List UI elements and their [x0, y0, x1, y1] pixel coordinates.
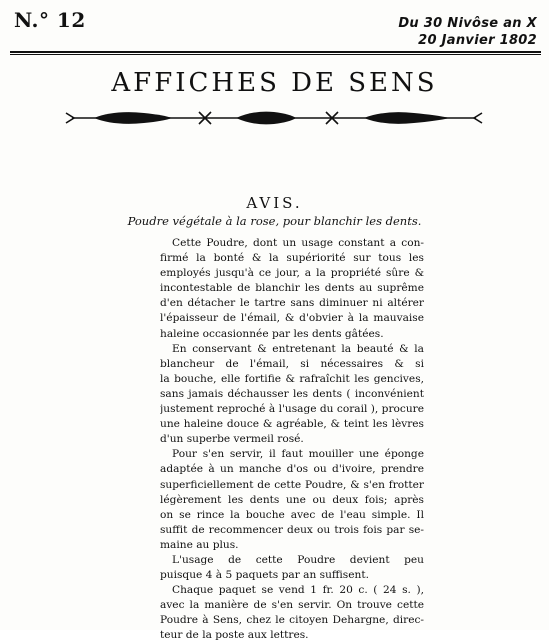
notice-line: incontestable de blanchir les dents au suprême	[160, 282, 424, 295]
notice-line: Chaque paquet se vend 1 fr. 20 c. ( 24 s. ),	[172, 584, 424, 597]
notice-line: adaptée à un manche d'os ou d'ivoire, prendre	[160, 463, 424, 476]
notice-line: firmé la bonté & la supériorité sur tous les	[160, 252, 424, 265]
ornament-divider-icon	[64, 104, 484, 132]
masthead-title: AFFICHES DE SENS	[111, 68, 438, 98]
notice-line: maine au plus.	[160, 538, 239, 551]
notice-line: suffit de recommencer deux ou trois fois par se-	[160, 523, 424, 536]
notice-line: on se rince la bouche avec de l'eau simple. Il	[160, 508, 424, 521]
issue-number: N.° 12	[14, 8, 86, 32]
notice-line: légèrement les dents une ou deux fois; après	[160, 493, 424, 506]
notice-heading: AVIS.	[246, 194, 303, 212]
handwritten-date-gregorian: 20 Janvier 1802	[418, 33, 537, 48]
notice-line: blancheur de l'émail, si nécessaires & si	[160, 357, 424, 370]
notice-line: employés jusqu'à ce jour, a la propriété sûre &	[160, 267, 424, 280]
top-rule	[10, 51, 541, 53]
top-rule-thin	[10, 54, 541, 55]
notice-line: Pour s'en servir, il faut mouiller une éponge	[172, 448, 424, 461]
notice-line: justement reproché à l'usage du corail ), procure	[160, 403, 424, 416]
notice-subtitle: Poudre végétale à la rose, pour blanchir les dents.	[127, 214, 422, 228]
notice-line: la bouche, elle fortifie & rafraîchit les gencives,	[160, 372, 424, 385]
notice-line: avec la manière de s'en servir. On trouve cette	[160, 599, 424, 612]
handwritten-date-republican: Du 30 Nivôse an X	[398, 16, 537, 31]
notice-line: Poudre à Sens, chez le citoyen Dehargne, direc-	[160, 614, 424, 627]
notice-line: teur de la poste aux lettres.	[160, 629, 309, 642]
notice-line: Cette Poudre, dont un usage constant a con-	[172, 237, 424, 249]
notice-line: haleine occasionnée par les dents gâtées.	[160, 327, 384, 340]
notice-body	[160, 236, 424, 644]
notice-line: sans jamais déchausser les dents ( inconvénient	[160, 387, 424, 400]
notice-line: L'usage de cette Poudre devient peu	[172, 553, 424, 566]
notice-line: l'épaisseur de l'émail, & d'obvier à la mauvaise	[160, 312, 424, 325]
notice-line: d'en détacher le tartre sans diminuer ni altérer	[160, 297, 424, 310]
notice-line: d'un superbe vermeil rosé.	[160, 433, 304, 446]
notice-line: En conservant & entretenant la beauté & la	[172, 342, 424, 355]
notice-line: une haleine douce & agréable, & teint les lèvres	[160, 418, 424, 431]
notice-line: superficiellement de cette Poudre, & s'en frotter	[160, 478, 424, 491]
notice-line: puisque 4 à 5 paquets par an suffisent.	[160, 569, 369, 582]
